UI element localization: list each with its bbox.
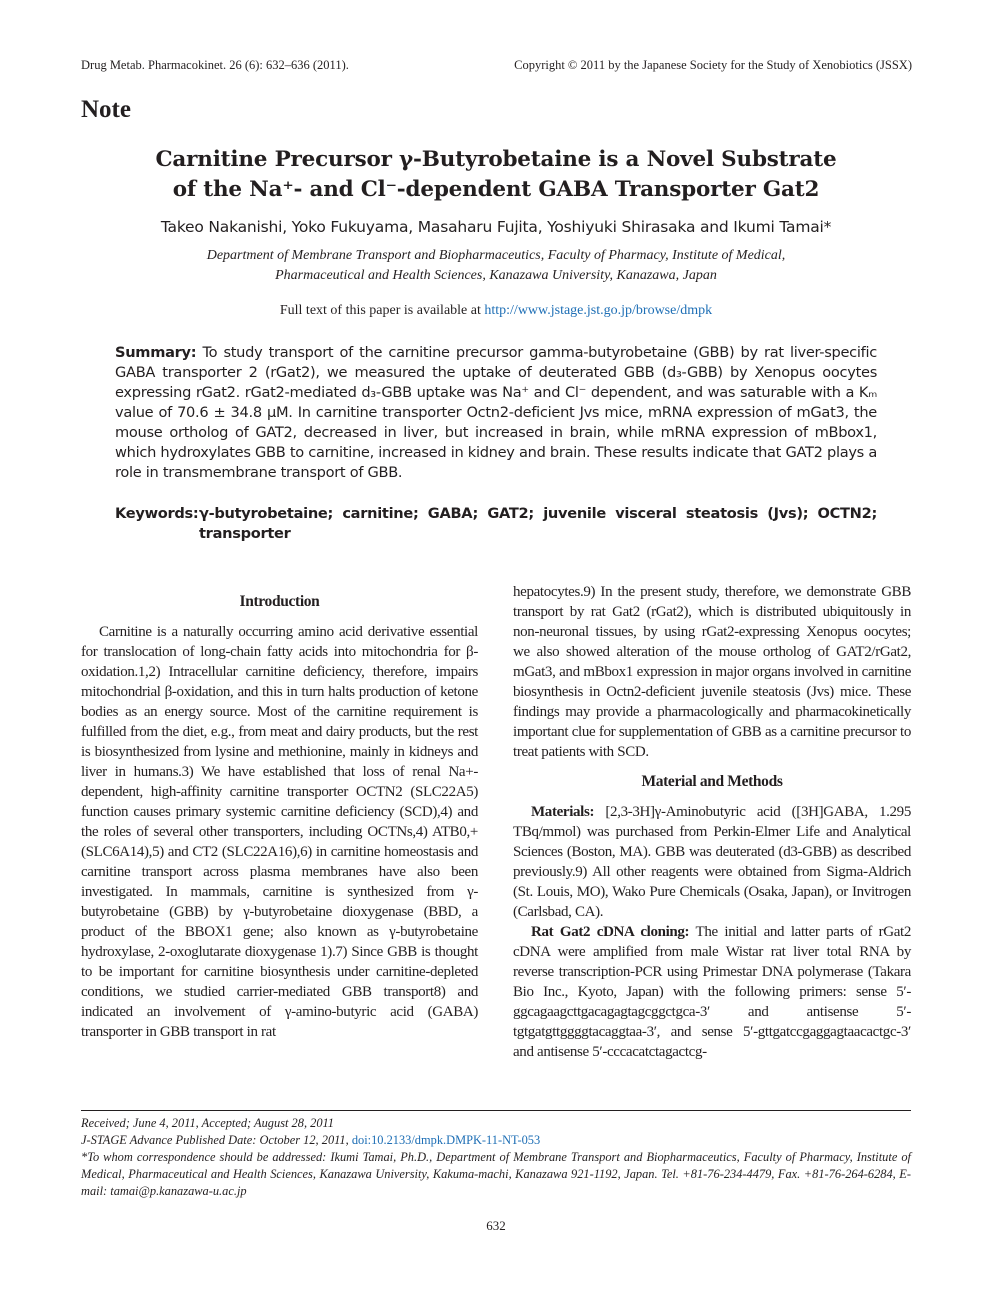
keywords-block <box>115 504 877 544</box>
received-dates: Received; June 4, 2011, Accepted; August 28, 2011 <box>81 1116 335 1130</box>
materials-text: [2,3-3H]γ-Aminobutyric acid ([3H]GABA, 1.295 TBq/mmol) was purchased from Perkin-Elmer Life and Analytical Sciences (Boston, MA). GBB was deuterated (d3-GBB) as described previously.9) All other reagents were obtained from Sigma-Aldrich (St. Louis, MO), Wako Pure Chemicals (Osaka, Japan), or Invitrogen (Carlsbad, CA). <box>513 804 911 920</box>
introduction-paragraph-continued: hepatocytes.9) In the present study, therefore, we demonstrate GBB transport by rat Gat2 (rGat2), which is distributed ubiquitously in non-neuronal tissues, by using rGat2-expressing Xenopus oocytes; we also showed alteration of the mouse ortholog of GAT2/rGat2, mGat3, and mBbox1 expression in major organs involved in carnitine biosynthesis in Octn2-deficient juvenile steatosis (Jvs) mice. These findings may provide a pharmacologically and pharmacokinetically important clue for supplementation of GBB as a carnitine precursor to treat patients with SCD. <box>513 584 911 760</box>
keywords-label: Keywords: <box>115 505 199 522</box>
left-column <box>81 592 478 1042</box>
correspondence-note: *To whom correspondence should be addressed: Ikumi Tamai, Ph.D., Department of Membrane Transport and Biopharmaceutics, Faculty of Pharmacy, Institute of Medical, Pharmaceutical and Health Sciences, Kanazawa University, Kakuma-machi, Kanazawa 921-1192, Japan. Tel. +81-76-234-4479, Fax. +81-76-264-6284, E-mail: tamai@p.kanazawa-u.ac.jp <box>81 1150 911 1198</box>
jstage-date: J-STAGE Advance Published Date: October 12, 2011, <box>81 1133 352 1147</box>
copyright-notice: Copyright © 2011 by the Japanese Society for the Study of Xenobiotics (JSSX) <box>514 58 912 72</box>
page-number: 632 <box>486 1218 506 1233</box>
cloning-text: The initial and latter parts of rGat2 cDNA were amplified from male Wistar rat liver total RNA by reverse transcription-PCR using Primestar DNA polymerase (Takara Bio Inc., Kyoto, Japan) with the following primers: sense 5′-ggcagaagcttgacagagtagcggctgca-3′ and antisense 5′-tgtgatgttggggtacaggtaa-3′, and sense 5′-gttgatccgaggagtaacactgc-3′ and antisense 5′-cccacatctagactcg- <box>513 924 911 1060</box>
summary-label: Summary: <box>115 344 197 361</box>
title-line-1: Carnitine Precursor γ-Butyrobetaine is a Novel Substrate <box>155 147 837 172</box>
affiliation <box>120 246 872 285</box>
author-list: Takeo Nakanishi, Yoko Fukuyama, Masaharu Fujita, Yoshiyuki Shirasaka and Ikumi Tamai* <box>160 218 832 236</box>
article-type-heading: Note <box>81 96 131 123</box>
summary-text: To study transport of the carnitine precursor gamma-butyrobetaine (GBB) by rat liver-specific GABA transporter 2 (rGat2), we measured the uptake of deuterated GBB (d₃-GBB) by Xenopus oocytes expressing rGat2. rGat2-mediated d₃-GBB uptake was Na⁺ and Cl⁻ dependent, and was saturable with a Kₘ value of 70.6 ± 34.8 μM. In carnitine transporter Octn2-deficient Jvs mice, mRNA expression of mGat3, the mouse ortholog of GAT2, decreased in liver, but increased in brain, while mRNA expression of mBbox1, which hydroxylates GBB to carnitine, increased in kidney and brain. These results indicate that GAT2 plays a role in transmembrane transport of GBB. <box>115 344 877 481</box>
full-text-prefix: Full text of this paper is available at <box>279 303 485 318</box>
keywords-text: γ-butyrobetaine; carnitine; GABA; GAT2; juvenile visceral steatosis (Jvs); OCTN2; transporter <box>199 505 877 542</box>
footnotes <box>81 1115 911 1200</box>
full-text-notice <box>81 303 911 319</box>
materials-label: Materials: <box>531 804 595 820</box>
doi-link[interactable]: doi:10.2133/dmpk.DMPK-11-NT-053 <box>351 1133 541 1147</box>
cloning-paragraph <box>513 922 911 1062</box>
right-column <box>513 582 911 1062</box>
article-title <box>81 145 911 205</box>
title-line-2: of the Na⁺- and Cl⁻-dependent GABA Transporter Gat2 <box>172 177 820 202</box>
affiliation-line-1: Department of Membrane Transport and Biopharmaceutics, Faculty of Pharmacy, Institute of Medical, <box>206 248 786 263</box>
materials-paragraph <box>513 802 911 922</box>
introduction-heading: Introduction <box>239 593 320 610</box>
footnote-divider <box>81 1110 911 1111</box>
jstage-link[interactable]: http://www.jstage.jst.go.jp/browse/dmpk <box>484 303 713 318</box>
methods-heading: Material and Methods <box>641 773 783 790</box>
introduction-paragraph: Carnitine is a naturally occurring amino acid derivative essential for translocation of long-chain fatty acids into mitochondria for β-oxidation.1,2) Intracellular carnitine deficiency, therefore, impairs mitochondrial β-oxidation, and this in turn halts production of ketone bodies as an energy source. Most of the carnitine requirement is fulfilled from the diet, e.g., from meat and dairy products, but the rest is biosynthesized from lysine and methionine, mainly in kidneys and liver in humans.3) We have established that loss of renal Na+-dependent, high-affinity carnitine transporter OCTN2 (SLC22A5) function causes primary systemic carnitine deficiency (SCD),4) and the roles of several other transporters, including OCTNs,4) ATB0,+ (SLC6A14),5) and CT2 (SLC22A16),6) in carnitine homeostasis and carnitine transport across plasma membranes have also been investigated. In mammals, carnitine is synthesized from γ-butyrobetaine (GBB) by γ-butyrobetaine dioxygenase (BBD, a product of the BBOX1 gene; also known as γ-butyrobetaine hydroxylase, 2-oxoglutarate dioxygenase 1).7) Since GBB is thought to be important for carnitine biosynthesis under carnitine-depleted conditions, we studied carrier-mediated GBB transport8) and indicated an involvement of γ-amino-butyric acid (GABA) transporter in GBB transport in rat <box>81 624 478 1040</box>
jstage-publication <box>81 1132 911 1149</box>
affiliation-line-2: Pharmaceutical and Health Sciences, Kanazawa University, Kanazawa, Japan <box>275 267 717 283</box>
summary-block <box>115 343 877 483</box>
journal-reference: Drug Metab. Pharmacokinet. 26 (6): 632–636 (2011). <box>81 58 349 72</box>
cloning-label: Rat Gat2 cDNA cloning: <box>531 924 690 940</box>
